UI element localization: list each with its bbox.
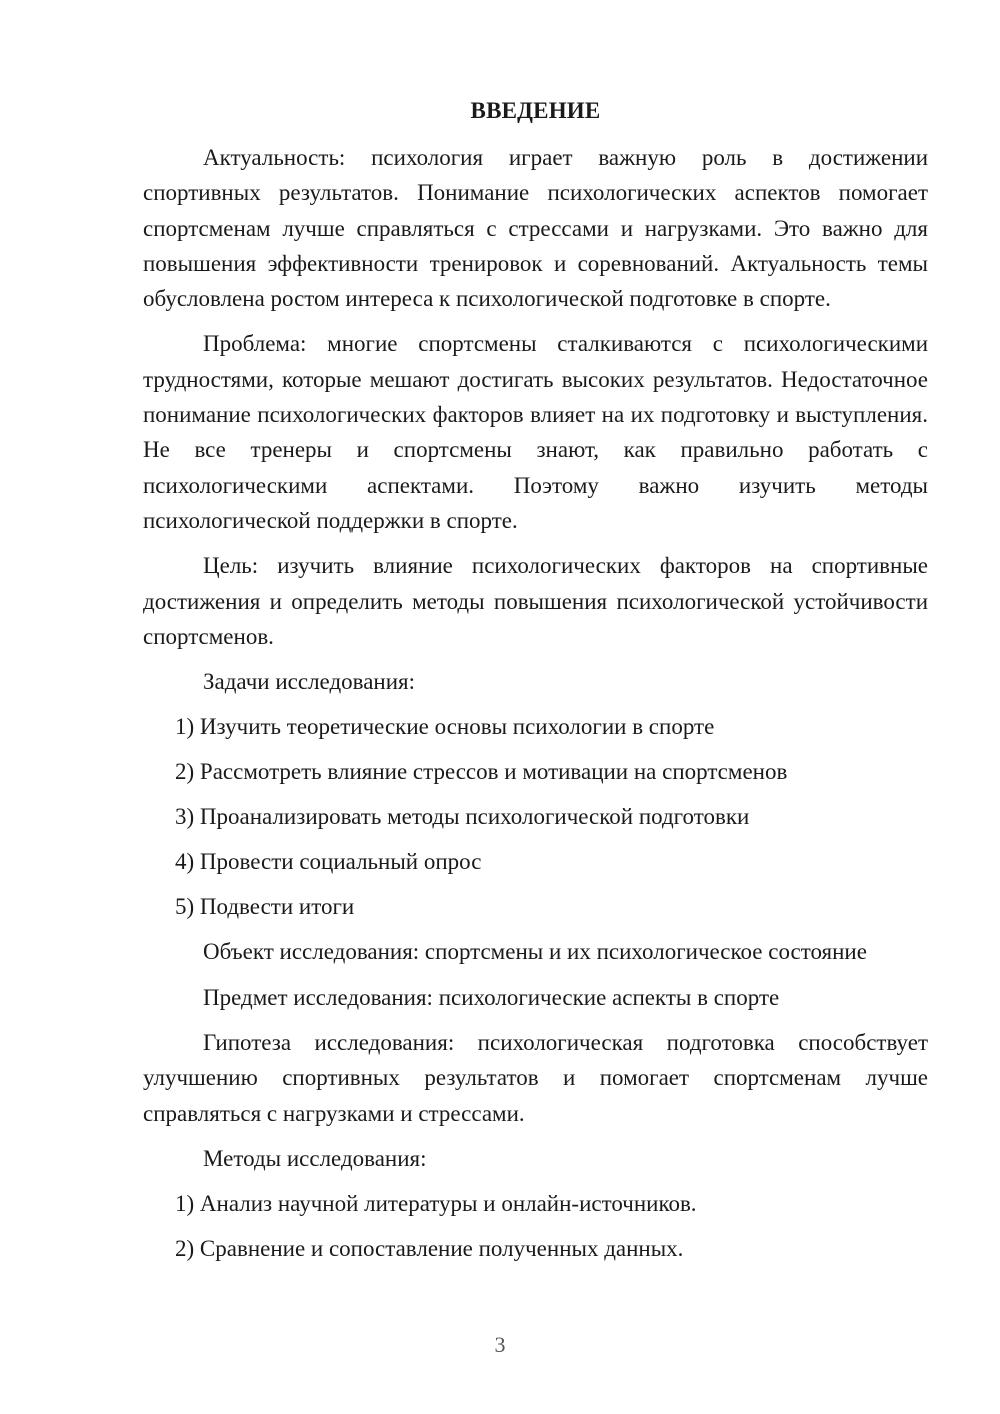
subject-paragraph: Предмет исследования: психологические аспекты в спорте — [203, 984, 780, 1010]
list-item: 2) Сравнение и сопоставление полученных данных. — [175, 1236, 684, 1262]
relevance-paragraph: Актуальность: психология играет важную роль в достижении спортивных результатов. Понимание психологических аспектов помогает спортсменам лучше справляться с стрессами и нагрузками. Это важно для повышения эффективности тренировок и соревнований. Актуальность темы обусловлена ростом интереса к психологической подготовке в спорте. — [143, 145, 928, 312]
list-item: 2) Рассмотреть влияние стрессов и мотивации на спортсменов — [175, 759, 788, 785]
list-item: 4) Провести социальный опрос — [175, 849, 482, 875]
goal-paragraph: Цель: изучить влияние психологических факторов на спортивные достижения и определить методы повышения психологической устойчивости спортсменов. — [143, 553, 928, 649]
methods-heading: Методы исследования: — [203, 1145, 427, 1171]
list-item: 3) Проанализировать методы психологической подготовки — [175, 804, 750, 830]
list-item: 5) Подвести итоги — [175, 894, 355, 920]
tasks-list — [143, 709, 928, 924]
list-item: 1) Анализ научной литературы и онлайн-источников. — [175, 1191, 697, 1217]
document-page — [143, 94, 928, 1276]
section-title: ВВЕДЕНИЕ — [470, 98, 601, 123]
page-number: 3 — [494, 1332, 506, 1357]
hypothesis-paragraph: Гипотеза исследования: психологическая подготовка способствует улучшению спортивных результатов и помогает спортсменам лучше справляться с нагрузками и стрессами. — [143, 1030, 928, 1126]
problem-paragraph: Проблема: многие спортсмены сталкиваются с психологическими трудностями, которые мешают достигать высоких результатов. Недостаточное понимание психологических факторов влияет на их подготовку и выступления. Не все тренеры и спортсмены знают, как правильно работать с психологическими аспектами. Поэтому важно изучить методы психологической поддержки в спорте. — [143, 331, 928, 533]
list-item: 1) Изучить теоретические основы психологии в спорте — [175, 714, 715, 740]
methods-list — [143, 1186, 928, 1266]
object-paragraph: Объект исследования: спортсмены и их психологическое состояние — [203, 939, 867, 965]
tasks-heading: Задачи исследования: — [203, 669, 416, 695]
